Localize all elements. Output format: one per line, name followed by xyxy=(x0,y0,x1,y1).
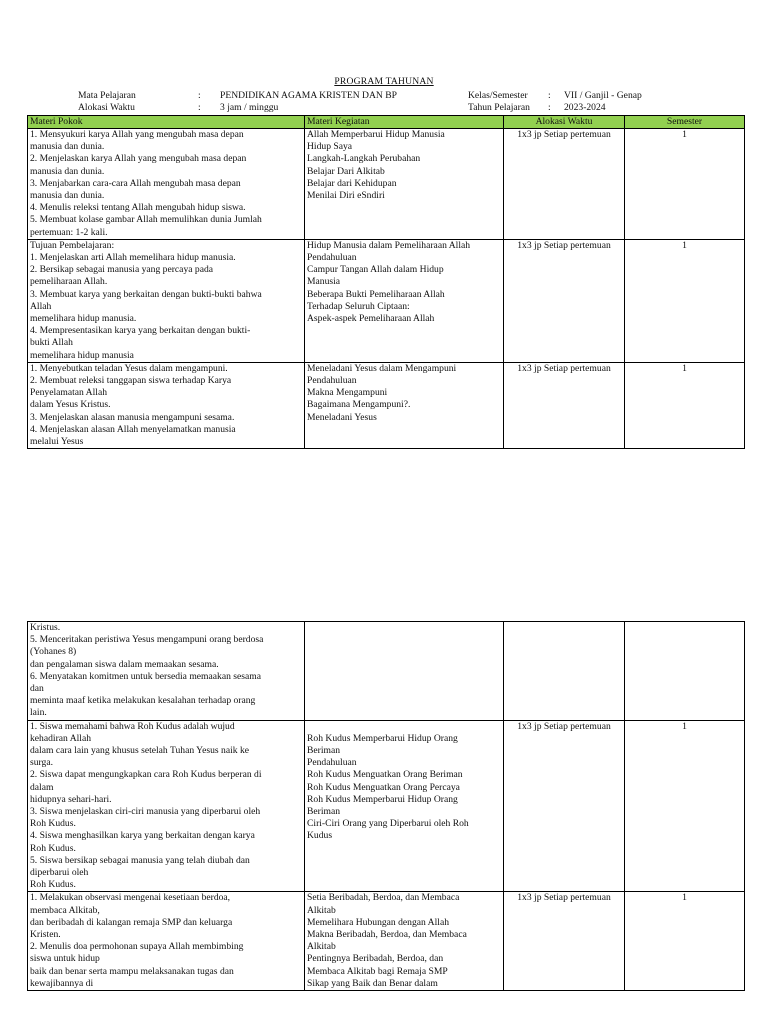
materi-kegiatan-line: Pendahuluan xyxy=(307,252,357,264)
table-row xyxy=(28,362,745,448)
materi-pokok-cell xyxy=(28,892,305,991)
materi-kegiatan-line: Bagaimana Mengampuni?. xyxy=(307,399,411,411)
materi-pokok-line: 1. Siswa memahami bahwa Roh Kudus adalah wujud xyxy=(30,720,235,732)
subject-label: Mata Pelajaran xyxy=(78,90,136,101)
time-allocation-value: 3 jam / minggu xyxy=(220,102,279,113)
materi-pokok-line: Roh Kudus. xyxy=(30,842,76,854)
materi-pokok-line: 3. Menjelaskan alasan manusia mengampuni sesama. xyxy=(30,411,235,423)
materi-pokok-cell xyxy=(28,129,305,240)
materi-pokok-line: 2. Menjelaskan karya Allah yang mengubah masa depan xyxy=(30,153,247,165)
materi-pokok-line: 5. Siswa bersikap sebagai manusia yang telah diubah dan xyxy=(30,854,250,866)
materi-pokok-line: Kristen. xyxy=(30,929,61,941)
table-row xyxy=(28,622,745,721)
alokasi-waktu-cell xyxy=(504,622,625,721)
materi-pokok-line: pertemuan: 1-2 kali. xyxy=(30,226,108,238)
semester-cell: 1 xyxy=(625,892,745,991)
materi-pokok-cell xyxy=(28,720,305,892)
materi-pokok-line: manusia dan dunia. xyxy=(30,141,105,153)
semester-cell xyxy=(625,622,745,721)
materi-kegiatan-line: Belajar dari Kehidupan xyxy=(307,177,397,189)
materi-pokok-line: 3. Menjabarkan cara-cara Allah mengubah masa depan xyxy=(30,177,241,189)
materi-pokok-line: 5. Membuat kolase gambar Allah memulihkan dunia Jumlah xyxy=(30,214,262,226)
materi-pokok-line: lain. xyxy=(30,707,47,719)
materi-kegiatan-cell xyxy=(305,362,504,448)
materi-kegiatan-line: Terhadap Seluruh Ciptaan: xyxy=(307,300,410,312)
materi-pokok-line: 2. Menulis doa permohonan supaya Allah membimbing xyxy=(30,941,244,953)
materi-kegiatan-line: Beriman xyxy=(307,806,341,818)
materi-pokok-line: (Yohanes 8) xyxy=(30,646,77,658)
alokasi-waktu-cell: 1x3 jp Setiap pertemuan xyxy=(504,362,625,448)
materi-pokok-line: 3. Membuat karya yang berkaitan dengan bukti-bukti bahwa xyxy=(30,288,262,300)
materi-pokok-line: pemeliharaan Allah. xyxy=(30,276,108,288)
alokasi-waktu-cell: 1x3 jp Setiap pertemuan xyxy=(504,239,625,362)
materi-pokok-line: Tujuan Pembelajaran: xyxy=(30,239,115,251)
alokasi-waktu-cell: 1x3 jp Setiap pertemuan xyxy=(504,892,625,991)
materi-kegiatan-line: Aspek-aspek Pemeliharaan Allah xyxy=(307,313,435,325)
materi-pokok-line: meminta maaf ketika melakukan kesalahan terhadap orang xyxy=(30,695,256,707)
semester-cell: 1 xyxy=(625,720,745,892)
materi-pokok-line: bukti Allah xyxy=(30,337,73,349)
materi-pokok-line: 4. Menulis releksi tentang Allah mengubah hidup siswa. xyxy=(30,202,246,214)
academic-year-value: 2023-2024 xyxy=(564,102,606,113)
materi-pokok-line: 2. Siswa dapat mengungkapkan cara Roh Kudus berperan di xyxy=(30,769,262,781)
materi-kegiatan-line: Ciri-Ciri Orang yang Diperbarui oleh Roh xyxy=(307,818,469,830)
materi-kegiatan-line: Beberapa Bukti Pemeliharaan Allah xyxy=(307,288,445,300)
materi-pokok-line: kewajibannya di xyxy=(30,977,94,989)
program-table-page-1 xyxy=(27,115,745,449)
table-row xyxy=(28,129,745,240)
materi-kegiatan-line: Alkitab xyxy=(307,941,336,953)
materi-pokok-line: manusia dan dunia. xyxy=(30,190,105,202)
materi-kegiatan-cell xyxy=(305,129,504,240)
materi-pokok-line: dalam xyxy=(30,781,54,793)
subject-value: PENDIDIKAN AGAMA KRISTEN DAN BP xyxy=(220,90,397,101)
materi-pokok-line: dan beribadah di kalangan remaja SMP dan keluarga xyxy=(30,916,233,928)
time-allocation-label: Alokasi Waktu xyxy=(78,102,135,113)
academic-year-label: Tahun Pelajaran xyxy=(468,102,530,113)
materi-pokok-line: 4. Menjelaskan alasan Allah menyelamatkan manusia xyxy=(30,423,236,435)
materi-pokok-line: 5. Menceritakan peristiwa Yesus mengampuni orang berdosa xyxy=(30,634,264,646)
materi-pokok-line: membaca Alkitab, xyxy=(30,904,100,916)
semester-cell: 1 xyxy=(625,129,745,240)
materi-kegiatan-line: Makna Beribadah, Berdoa, dan Membaca xyxy=(307,929,467,941)
materi-pokok-line: Roh Kudus. xyxy=(30,879,76,891)
materi-pokok-line: 6. Menyatakan komitmen untuk bersedia memaakan sesama xyxy=(30,670,261,682)
materi-kegiatan-line: Roh Kudus Memperbarui Hidup Orang xyxy=(307,732,458,744)
materi-pokok-line: 1. Mensyukuri karya Allah yang mengubah masa depan xyxy=(30,129,244,140)
time-allocation-colon: : xyxy=(198,102,201,113)
materi-pokok-line: Roh Kudus. xyxy=(30,818,76,830)
materi-kegiatan-line: Pendahuluan xyxy=(307,375,357,387)
materi-pokok-line: surga. xyxy=(30,757,54,769)
materi-pokok-line: 4. Siswa menghasilkan karya yang berkaitan dengan karya xyxy=(30,830,255,842)
materi-kegiatan-line: Alkitab xyxy=(307,904,336,916)
materi-kegiatan-line: Meneladani Yesus xyxy=(307,411,377,423)
materi-pokok-line: kehadiran Allah xyxy=(30,732,92,744)
table-row xyxy=(28,239,745,362)
materi-kegiatan-line: Membaca Alkitab bagi Remaja SMP xyxy=(307,965,448,977)
materi-kegiatan-line: Hidup Manusia dalam Pemeliharaan Allah xyxy=(307,239,471,251)
materi-pokok-line: memelihara hidup manusia xyxy=(30,349,134,361)
materi-kegiatan-line: Menilai Diri eSndiri xyxy=(307,190,385,202)
materi-pokok-line: melalui Yesus xyxy=(30,436,84,448)
materi-kegiatan-line: Allah Memperbarui Hidup Manusia xyxy=(307,129,445,140)
table-row xyxy=(28,892,745,991)
materi-kegiatan-line: Memelihara Hubungan dengan Allah xyxy=(307,916,449,928)
materi-kegiatan-line: Kudus xyxy=(307,830,333,842)
materi-pokok-line: Penyelamatan Allah xyxy=(30,387,107,399)
materi-kegiatan-line: Roh Kudus Memperbarui Hidup Orang xyxy=(307,793,458,805)
materi-pokok-cell xyxy=(28,362,305,448)
header-materi-kegiatan: Materi Kegiatan xyxy=(305,116,504,129)
materi-kegiatan-cell xyxy=(305,622,504,721)
materi-kegiatan-line: Langkah-Langkah Perubahan xyxy=(307,153,421,165)
materi-kegiatan-line: Roh Kudus Menguatkan Orang Beriman xyxy=(307,769,463,781)
materi-pokok-line: siswa untuk hidup xyxy=(30,953,100,965)
materi-pokok-line: Kristus. xyxy=(30,622,61,633)
materi-kegiatan-cell xyxy=(305,720,504,892)
class-semester-colon: : xyxy=(548,90,551,101)
header-semester: Semester xyxy=(625,116,745,129)
materi-kegiatan-line xyxy=(307,721,501,733)
header-materi-pokok: Materi Pokok xyxy=(28,116,305,129)
class-semester-value: VII / Ganjil - Genap xyxy=(564,90,642,101)
class-semester-label: Kelas/Semester xyxy=(468,90,528,101)
materi-pokok-line: dan xyxy=(30,683,44,695)
materi-kegiatan-line: Campur Tangan Allah dalam Hidup xyxy=(307,264,444,276)
materi-pokok-line: baik dan benar serta mampu melaksanakan tugas dan xyxy=(30,965,234,977)
materi-kegiatan-line: Setia Beribadah, Berdoa, dan Membaca xyxy=(307,892,460,904)
academic-year-colon: : xyxy=(548,102,551,113)
program-table-page-2 xyxy=(27,621,745,991)
materi-pokok-line: dalam cara lain yang khusus setelah Tuhan Yesus naik ke xyxy=(30,745,250,757)
materi-kegiatan-line: Sikap yang Baik dan Benar dalam xyxy=(307,977,438,989)
materi-pokok-line: 2. Membuat releksi tanggapan siswa terhadap Karya xyxy=(30,375,232,387)
materi-kegiatan-line: Belajar Dari Alkitab xyxy=(307,165,385,177)
materi-pokok-line: hidupnya sehari-hari. xyxy=(30,793,112,805)
materi-pokok-line: memelihara hidup manusia. xyxy=(30,313,137,325)
materi-kegiatan-line: Beriman xyxy=(307,745,341,757)
materi-kegiatan-line: Makna Mengampuni xyxy=(307,387,388,399)
materi-pokok-line: 1. Menyebutkan teladan Yesus dalam mengampuni. xyxy=(30,362,228,374)
materi-kegiatan-line: Pendahuluan xyxy=(307,757,357,769)
materi-kegiatan-cell xyxy=(305,239,504,362)
materi-pokok-line: dan pengalaman siswa dalam memaakan sesama. xyxy=(30,658,219,670)
table-header-row xyxy=(28,116,745,129)
materi-pokok-cell xyxy=(28,622,305,721)
header-alokasi-waktu: Alokasi Waktu xyxy=(504,116,625,129)
materi-pokok-line: 3. Siswa menjelaskan ciri-ciri manusia yang diperbarui oleh xyxy=(30,806,261,818)
materi-pokok-cell xyxy=(28,239,305,362)
materi-pokok-line: 1. Menjelaskan arti Allah memelihara hidup manusia. xyxy=(30,252,236,264)
semester-cell: 1 xyxy=(625,362,745,448)
materi-pokok-line: diperbarui oleh xyxy=(30,867,89,879)
materi-pokok-line: 4. Mempresentasikan karya yang berkaitan dengan bukti- xyxy=(30,325,251,337)
alokasi-waktu-cell: 1x3 jp Setiap pertemuan xyxy=(504,129,625,240)
materi-pokok-line: Allah xyxy=(30,300,52,312)
materi-kegiatan-cell xyxy=(305,892,504,991)
materi-kegiatan-line: Roh Kudus Menguatkan Orang Percaya xyxy=(307,781,460,793)
table-row xyxy=(28,720,745,892)
materi-kegiatan-line: Meneladani Yesus dalam Mengampuni xyxy=(307,362,457,374)
materi-kegiatan-line: Pentingnya Beribadah, Berdoa, dan xyxy=(307,953,444,965)
document-title: PROGRAM TAHUNAN xyxy=(334,76,434,87)
materi-pokok-line: 2. Bersikap sebagai manusia yang percaya pada xyxy=(30,264,214,276)
subject-colon: : xyxy=(198,90,201,101)
materi-pokok-line: dalam Yesus Kristus. xyxy=(30,399,111,411)
materi-kegiatan-line: Manusia xyxy=(307,276,341,288)
semester-cell: 1 xyxy=(625,239,745,362)
alokasi-waktu-cell: 1x3 jp Setiap pertemuan xyxy=(504,720,625,892)
materi-kegiatan-line: Hidup Saya xyxy=(307,141,353,153)
materi-pokok-line: 1. Melakukan observasi mengenai kesetiaan berdoa, xyxy=(30,892,231,904)
materi-pokok-line: manusia dan dunia. xyxy=(30,165,105,177)
